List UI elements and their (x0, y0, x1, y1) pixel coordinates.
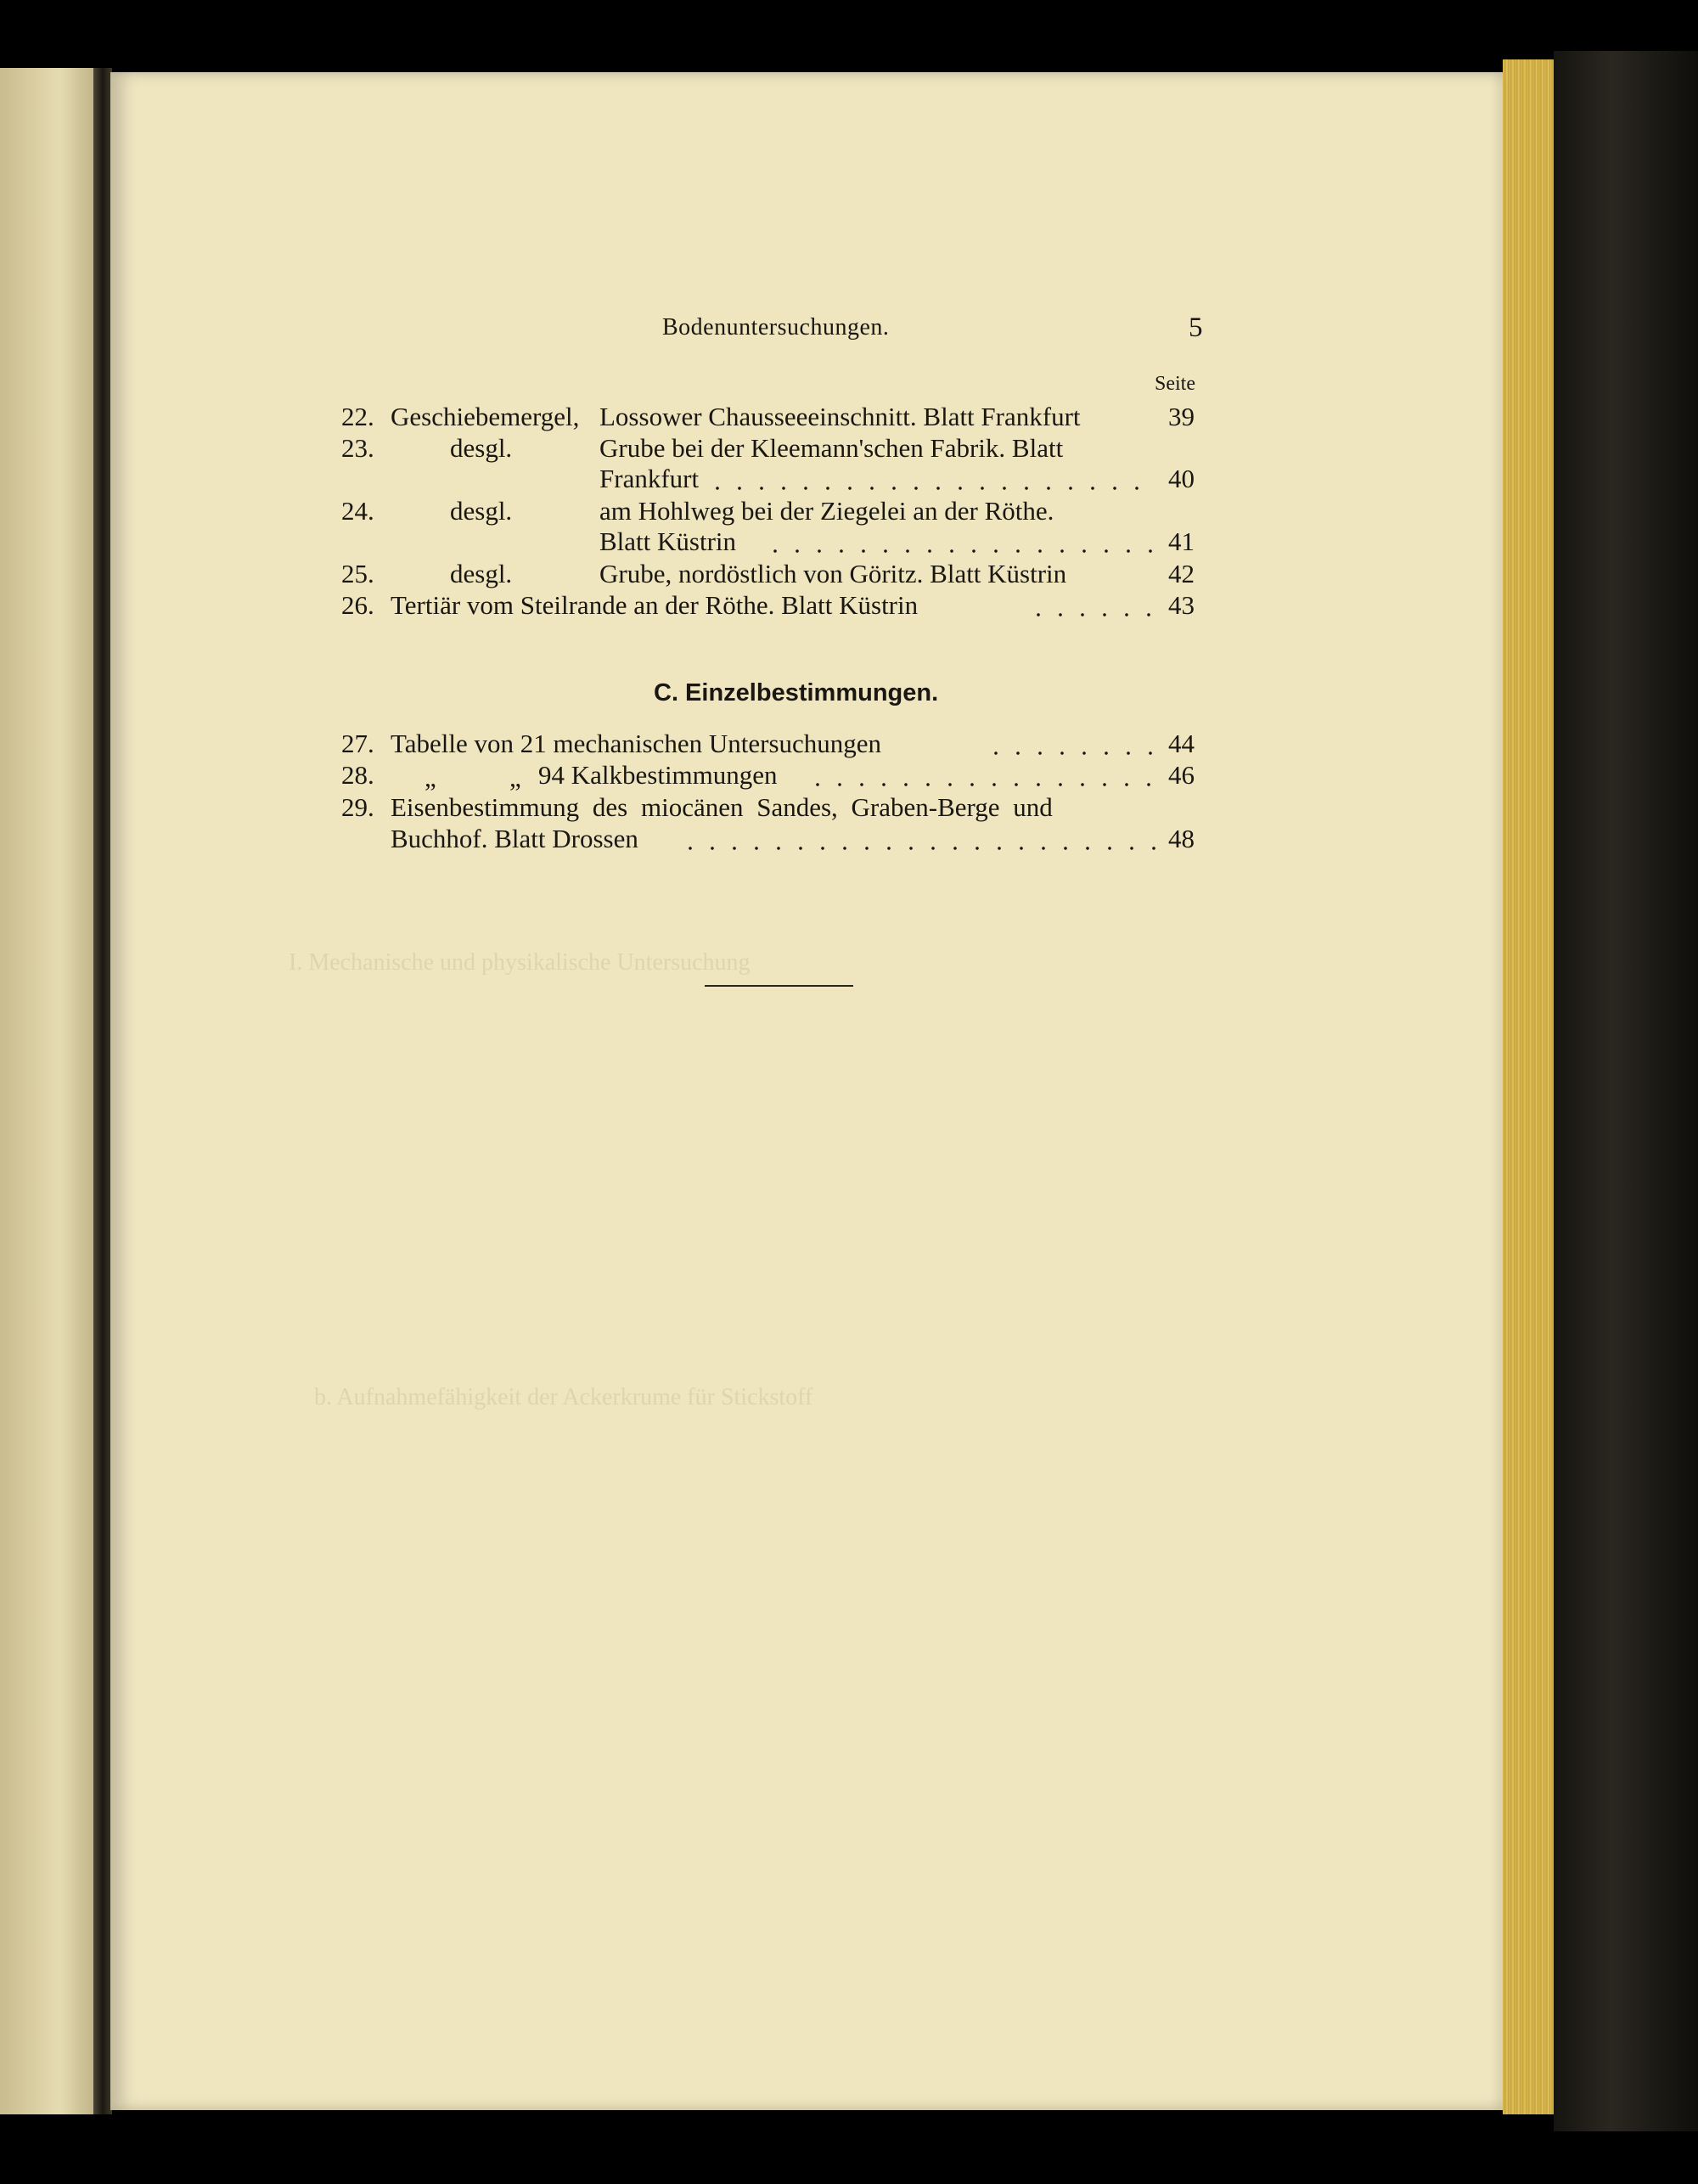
entry-description: Grube bei der Kleemann'schen Fabrik. Blatt (599, 433, 1064, 463)
running-head: Bodenuntersuchungen. (662, 314, 890, 341)
entry-number: 23. (341, 433, 374, 463)
page-number: 5 (1189, 312, 1203, 343)
entry-subject: desgl. (450, 559, 513, 588)
ditto-mark: „ (424, 763, 436, 792)
entry-subject: Geschiebemergel, (391, 402, 580, 431)
entry-page: 44 (1168, 729, 1195, 758)
entry-number: 26. (341, 590, 374, 620)
dot-leader (807, 762, 1156, 788)
left-page (0, 68, 100, 2114)
seite-label: Seite (1155, 373, 1195, 395)
show-through-text: b. Aufnahmefähigkeit der Ackerkrume für Stickstoff (314, 1384, 813, 1410)
entry-page: 46 (1168, 760, 1195, 790)
entry-page: 41 (1168, 526, 1195, 556)
entry-number: 22. (341, 402, 374, 431)
entry-text: Tertiär vom Steilrande an der Röthe. Blatt Küstrin (391, 590, 919, 620)
page-edges (1503, 59, 1554, 2114)
book-gutter (93, 68, 112, 2114)
entry-page: 48 (1168, 824, 1195, 853)
book-binding (1554, 51, 1698, 2131)
entry-text: Eisenbestimmung des miocänen Sandes, Graben-Berge und (391, 792, 1053, 822)
entry-page: 39 (1168, 402, 1195, 431)
dot-leader (679, 825, 1156, 852)
entry-page: 43 (1168, 590, 1195, 620)
closing-rule (705, 985, 853, 987)
entry-subject: desgl. (450, 496, 513, 526)
dot-leader (706, 465, 1156, 492)
ditto-mark: „ (509, 763, 521, 792)
entry-text: Tabelle von 21 mechanischen Untersuchungen (391, 729, 882, 758)
entry-description-cont: Blatt Küstrin (599, 526, 737, 556)
dot-leader (764, 528, 1156, 554)
book-page (110, 72, 1503, 2110)
entry-number: 29. (341, 792, 374, 822)
entry-subject: desgl. (450, 433, 513, 463)
entry-description: Lossower Chausseeeinschnitt. Blatt Frankfurt (599, 402, 1081, 431)
entry-description: am Hohlweg bei der Ziegelei an der Röthe. (599, 496, 1054, 526)
entry-text-cont: Buchhof. Blatt Drossen (391, 824, 638, 853)
entry-page: 42 (1168, 559, 1195, 588)
entry-description: Grube, nordöstlich von Göritz. Blatt Küstrin (599, 559, 1067, 588)
dot-leader (1027, 592, 1155, 618)
entry-page: 40 (1168, 464, 1195, 493)
entry-number: 25. (341, 559, 374, 588)
entry-number: 28. (341, 760, 374, 790)
entry-text: 94 Kalkbestimmungen (538, 760, 778, 790)
entry-description-cont: Frankfurt (599, 464, 700, 493)
show-through-text: I. Mechanische und physikalische Untersuchung (289, 949, 751, 976)
dot-leader (985, 730, 1155, 757)
entry-number: 24. (341, 496, 374, 526)
entry-number: 27. (341, 729, 374, 758)
section-heading: C. Einzelbestimmungen. (654, 679, 939, 706)
